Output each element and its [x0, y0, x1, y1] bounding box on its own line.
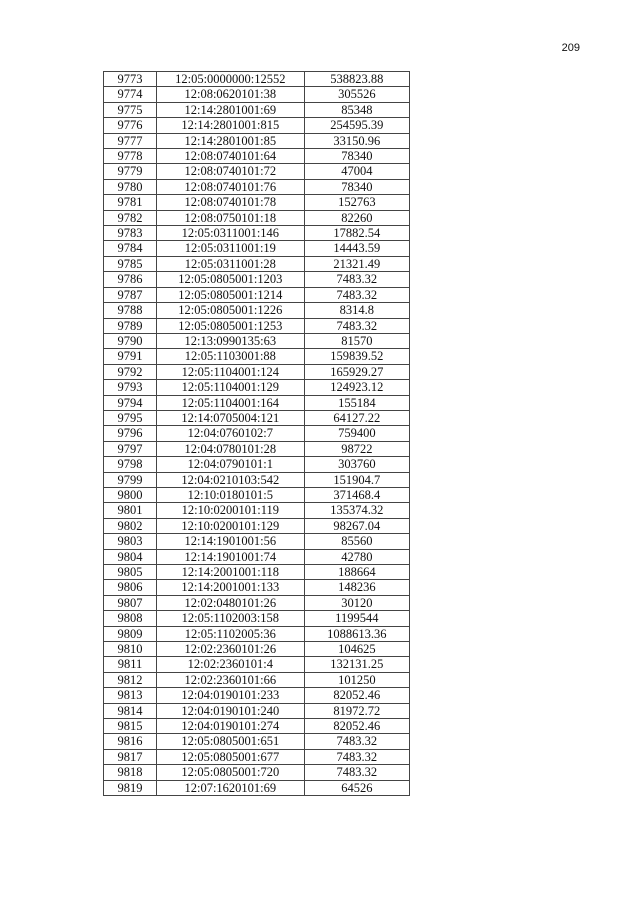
row-number-cell: 9788 — [104, 303, 157, 318]
row-number-cell: 9778 — [104, 149, 157, 164]
table-row — [104, 410, 410, 425]
value-cell: 7483.32 — [304, 272, 409, 287]
row-number-cell: 9813 — [104, 688, 157, 703]
table-row — [104, 364, 410, 379]
table-row — [104, 333, 410, 348]
row-number-cell: 9780 — [104, 179, 157, 194]
cadastral-number-cell: 12:05:0805001:1214 — [157, 287, 305, 302]
value-cell: 1088613.36 — [304, 626, 409, 641]
table-row — [104, 87, 410, 102]
value-cell: 104625 — [304, 642, 409, 657]
row-number-cell: 9776 — [104, 118, 157, 133]
cadastral-number-cell: 12:14:2801001:69 — [157, 102, 305, 117]
value-cell: 305526 — [304, 87, 409, 102]
value-cell: 78340 — [304, 149, 409, 164]
row-number-cell: 9791 — [104, 349, 157, 364]
table-row — [104, 102, 410, 117]
cadastral-number-cell: 12:05:0805001:1253 — [157, 318, 305, 333]
table-row — [104, 241, 410, 256]
value-cell: 135374.32 — [304, 503, 409, 518]
table-row — [104, 164, 410, 179]
value-cell: 64127.22 — [304, 410, 409, 425]
value-cell: 17882.54 — [304, 226, 409, 241]
value-cell: 82052.46 — [304, 719, 409, 734]
value-cell: 33150.96 — [304, 133, 409, 148]
table-row — [104, 780, 410, 795]
value-cell: 124923.12 — [304, 380, 409, 395]
row-number-cell: 9807 — [104, 595, 157, 610]
table-row — [104, 149, 410, 164]
value-cell: 303760 — [304, 457, 409, 472]
value-cell: 254595.39 — [304, 118, 409, 133]
row-number-cell: 9808 — [104, 611, 157, 626]
table-row — [104, 719, 410, 734]
table-row — [104, 749, 410, 764]
table-row — [104, 611, 410, 626]
table-row — [104, 487, 410, 502]
value-cell: 64526 — [304, 780, 409, 795]
cadastral-number-cell: 12:02:0480101:26 — [157, 595, 305, 610]
table-row — [104, 426, 410, 441]
row-number-cell: 9812 — [104, 672, 157, 687]
cadastral-number-cell: 12:05:1103001:88 — [157, 349, 305, 364]
cadastral-number-cell: 12:14:0705004:121 — [157, 410, 305, 425]
cadastral-number-cell: 12:08:0740101:72 — [157, 164, 305, 179]
row-number-cell: 9801 — [104, 503, 157, 518]
value-cell: 30120 — [304, 595, 409, 610]
value-cell: 85560 — [304, 534, 409, 549]
row-number-cell: 9794 — [104, 395, 157, 410]
table-row — [104, 395, 410, 410]
table-row — [104, 380, 410, 395]
cadastral-number-cell: 12:04:0780101:28 — [157, 441, 305, 456]
value-cell: 132131.25 — [304, 657, 409, 672]
row-number-cell: 9804 — [104, 549, 157, 564]
cadastral-number-cell: 12:05:0805001:1203 — [157, 272, 305, 287]
value-cell: 159839.52 — [304, 349, 409, 364]
table-row — [104, 457, 410, 472]
table-row — [104, 256, 410, 271]
value-cell: 47004 — [304, 164, 409, 179]
cadastral-number-cell: 12:14:2801001:85 — [157, 133, 305, 148]
cadastral-number-cell: 12:08:0740101:78 — [157, 195, 305, 210]
cadastral-number-cell: 12:10:0200101:119 — [157, 503, 305, 518]
table-row — [104, 595, 410, 610]
row-number-cell: 9809 — [104, 626, 157, 641]
cadastral-number-cell: 12:10:0180101:5 — [157, 487, 305, 502]
cadastral-number-cell: 12:07:1620101:69 — [157, 780, 305, 795]
row-number-cell: 9818 — [104, 765, 157, 780]
value-cell: 165929.27 — [304, 364, 409, 379]
table-row — [104, 534, 410, 549]
table-row — [104, 734, 410, 749]
cadastral-number-cell: 12:05:1102003:158 — [157, 611, 305, 626]
row-number-cell: 9792 — [104, 364, 157, 379]
row-number-cell: 9803 — [104, 534, 157, 549]
cadastral-number-cell: 12:04:0190101:240 — [157, 703, 305, 718]
table-row — [104, 118, 410, 133]
value-cell: 7483.32 — [304, 749, 409, 764]
value-cell: 78340 — [304, 179, 409, 194]
row-number-cell: 9781 — [104, 195, 157, 210]
table-row — [104, 133, 410, 148]
row-number-cell: 9779 — [104, 164, 157, 179]
row-number-cell: 9773 — [104, 72, 157, 87]
value-cell: 82260 — [304, 210, 409, 225]
row-number-cell: 9786 — [104, 272, 157, 287]
table-row — [104, 703, 410, 718]
row-number-cell: 9790 — [104, 333, 157, 348]
data-table — [103, 71, 410, 796]
value-cell: 7483.32 — [304, 287, 409, 302]
value-cell: 42780 — [304, 549, 409, 564]
cadastral-number-cell: 12:05:1104001:124 — [157, 364, 305, 379]
value-cell: 151904.7 — [304, 472, 409, 487]
row-number-cell: 9774 — [104, 87, 157, 102]
value-cell: 81570 — [304, 333, 409, 348]
value-cell: 371468.4 — [304, 487, 409, 502]
value-cell: 155184 — [304, 395, 409, 410]
row-number-cell: 9800 — [104, 487, 157, 502]
cadastral-number-cell: 12:04:0190101:233 — [157, 688, 305, 703]
value-cell: 188664 — [304, 565, 409, 580]
table-row — [104, 565, 410, 580]
row-number-cell: 9819 — [104, 780, 157, 795]
value-cell: 759400 — [304, 426, 409, 441]
table-row — [104, 580, 410, 595]
value-cell: 82052.46 — [304, 688, 409, 703]
row-number-cell: 9795 — [104, 410, 157, 425]
cadastral-number-cell: 12:05:0805001:720 — [157, 765, 305, 780]
cadastral-number-cell: 12:05:0805001:677 — [157, 749, 305, 764]
cadastral-number-cell: 12:05:0311001:146 — [157, 226, 305, 241]
row-number-cell: 9796 — [104, 426, 157, 441]
value-cell: 101250 — [304, 672, 409, 687]
cadastral-number-cell: 12:05:1104001:129 — [157, 380, 305, 395]
value-cell: 8314.8 — [304, 303, 409, 318]
row-number-cell: 9811 — [104, 657, 157, 672]
table-row — [104, 441, 410, 456]
row-number-cell: 9802 — [104, 518, 157, 533]
row-number-cell: 9785 — [104, 256, 157, 271]
row-number-cell: 9777 — [104, 133, 157, 148]
table-body — [104, 72, 410, 796]
cadastral-number-cell: 12:05:0311001:19 — [157, 241, 305, 256]
value-cell: 21321.49 — [304, 256, 409, 271]
cadastral-number-cell: 12:14:2001001:133 — [157, 580, 305, 595]
table-row — [104, 657, 410, 672]
value-cell: 81972.72 — [304, 703, 409, 718]
table-row — [104, 195, 410, 210]
cadastral-number-cell: 12:05:0000000:12552 — [157, 72, 305, 87]
cadastral-number-cell: 12:14:2001001:118 — [157, 565, 305, 580]
table-row — [104, 765, 410, 780]
row-number-cell: 9816 — [104, 734, 157, 749]
page-number: 209 — [561, 42, 580, 54]
row-number-cell: 9805 — [104, 565, 157, 580]
cadastral-number-cell: 12:05:0805001:1226 — [157, 303, 305, 318]
row-number-cell: 9798 — [104, 457, 157, 472]
cadastral-number-cell: 12:02:2360101:4 — [157, 657, 305, 672]
cadastral-number-cell: 12:02:2360101:66 — [157, 672, 305, 687]
table-row — [104, 226, 410, 241]
cadastral-number-cell: 12:05:0805001:651 — [157, 734, 305, 749]
cadastral-number-cell: 12:08:0740101:76 — [157, 179, 305, 194]
row-number-cell: 9806 — [104, 580, 157, 595]
table-row — [104, 272, 410, 287]
value-cell: 85348 — [304, 102, 409, 117]
value-cell: 98267.04 — [304, 518, 409, 533]
row-number-cell: 9810 — [104, 642, 157, 657]
value-cell: 98722 — [304, 441, 409, 456]
table-row — [104, 210, 410, 225]
table-row — [104, 642, 410, 657]
table-row — [104, 688, 410, 703]
value-cell: 148236 — [304, 580, 409, 595]
cadastral-number-cell: 12:08:0740101:64 — [157, 149, 305, 164]
table-row — [104, 349, 410, 364]
table-row — [104, 672, 410, 687]
row-number-cell: 9793 — [104, 380, 157, 395]
cadastral-number-cell: 12:02:2360101:26 — [157, 642, 305, 657]
row-number-cell: 9775 — [104, 102, 157, 117]
cadastral-number-cell: 12:08:0620101:38 — [157, 87, 305, 102]
cadastral-number-cell: 12:08:0750101:18 — [157, 210, 305, 225]
row-number-cell: 9799 — [104, 472, 157, 487]
table-row — [104, 503, 410, 518]
value-cell: 538823.88 — [304, 72, 409, 87]
row-number-cell: 9782 — [104, 210, 157, 225]
cadastral-number-cell: 12:05:0311001:28 — [157, 256, 305, 271]
row-number-cell: 9817 — [104, 749, 157, 764]
cadastral-number-cell: 12:04:0790101:1 — [157, 457, 305, 472]
row-number-cell: 9814 — [104, 703, 157, 718]
row-number-cell: 9815 — [104, 719, 157, 734]
cadastral-number-cell: 12:05:1104001:164 — [157, 395, 305, 410]
cadastral-number-cell: 12:10:0200101:129 — [157, 518, 305, 533]
table-row — [104, 472, 410, 487]
table-row — [104, 287, 410, 302]
table-row — [104, 72, 410, 87]
row-number-cell: 9787 — [104, 287, 157, 302]
value-cell: 1199544 — [304, 611, 409, 626]
cadastral-number-cell: 12:04:0190101:274 — [157, 719, 305, 734]
row-number-cell: 9797 — [104, 441, 157, 456]
value-cell: 7483.32 — [304, 734, 409, 749]
table-row — [104, 518, 410, 533]
row-number-cell: 9789 — [104, 318, 157, 333]
table-row — [104, 626, 410, 641]
row-number-cell: 9783 — [104, 226, 157, 241]
cadastral-number-cell: 12:05:1102005:36 — [157, 626, 305, 641]
cadastral-number-cell: 12:13:0990135:63 — [157, 333, 305, 348]
row-number-cell: 9784 — [104, 241, 157, 256]
cadastral-number-cell: 12:14:1901001:74 — [157, 549, 305, 564]
table-row — [104, 318, 410, 333]
table-row — [104, 549, 410, 564]
cadastral-number-cell: 12:14:2801001:815 — [157, 118, 305, 133]
cadastral-number-cell: 12:14:1901001:56 — [157, 534, 305, 549]
cadastral-number-cell: 12:04:0760102:7 — [157, 426, 305, 441]
table-row — [104, 303, 410, 318]
table-row — [104, 179, 410, 194]
value-cell: 7483.32 — [304, 318, 409, 333]
value-cell: 152763 — [304, 195, 409, 210]
cadastral-number-cell: 12:04:0210103:542 — [157, 472, 305, 487]
value-cell: 14443.59 — [304, 241, 409, 256]
value-cell: 7483.32 — [304, 765, 409, 780]
